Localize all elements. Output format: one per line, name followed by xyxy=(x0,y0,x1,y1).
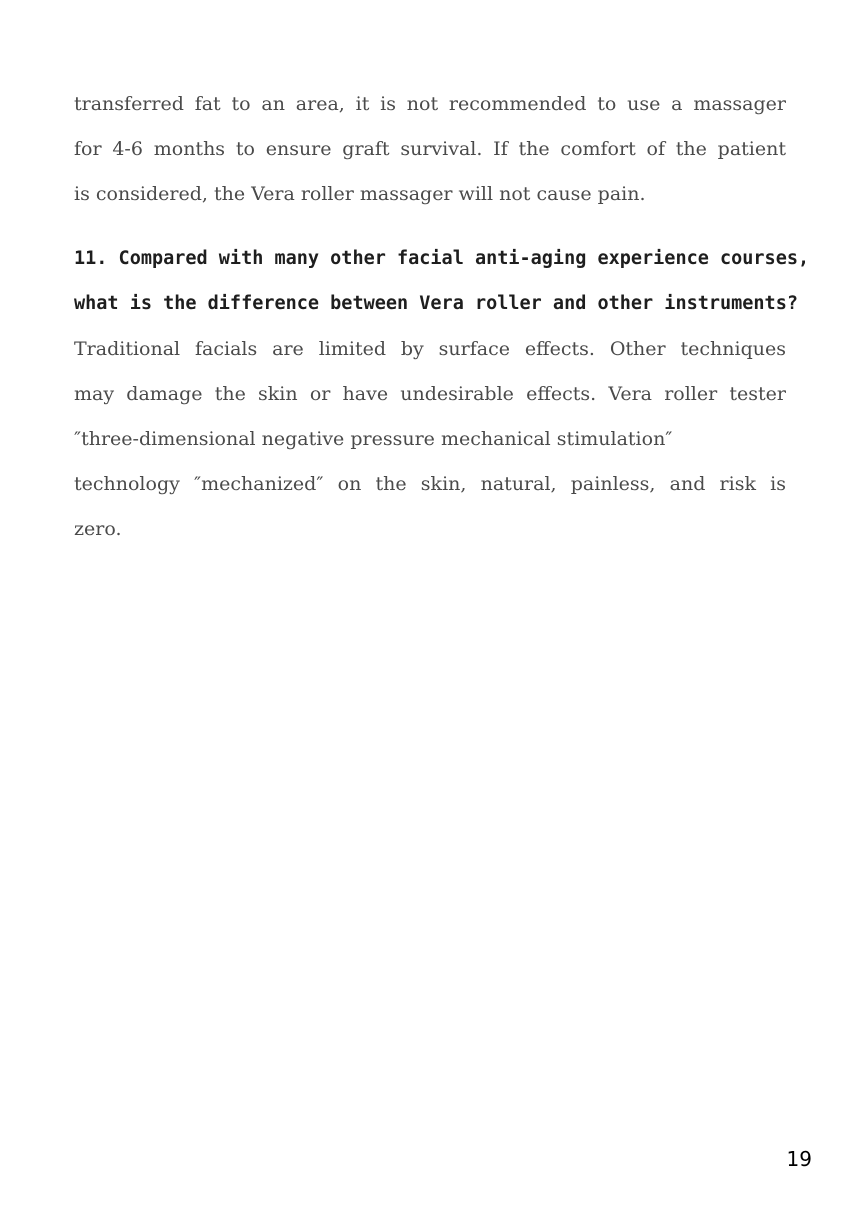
answer-line: technology ″mechanized″ on the skin, natural, painless, and risk is xyxy=(74,473,786,495)
page-number: 19 xyxy=(786,1147,812,1171)
paragraph-line: is considered, the Vera roller massager will not cause pain. xyxy=(74,183,646,205)
answer-line: ″three-dimensional negative pressure mechanical stimulation″ xyxy=(74,428,673,450)
paragraph-line: transferred fat to an area, it is not recommended to use a massager xyxy=(74,93,786,115)
question-heading-line: 11. Compared with many other facial anti-aging experience courses, xyxy=(74,248,810,269)
question-heading-line: what is the difference between Vera roller and other instruments? xyxy=(74,293,798,314)
answer-line: zero. xyxy=(74,518,122,540)
answer-line: may damage the skin or have undesirable effects. Vera roller tester xyxy=(74,383,786,405)
paragraph-line: for 4-6 months to ensure graft survival. If the comfort of the patient xyxy=(74,138,786,160)
answer-line: Traditional facials are limited by surface effects. Other techniques xyxy=(74,338,786,360)
